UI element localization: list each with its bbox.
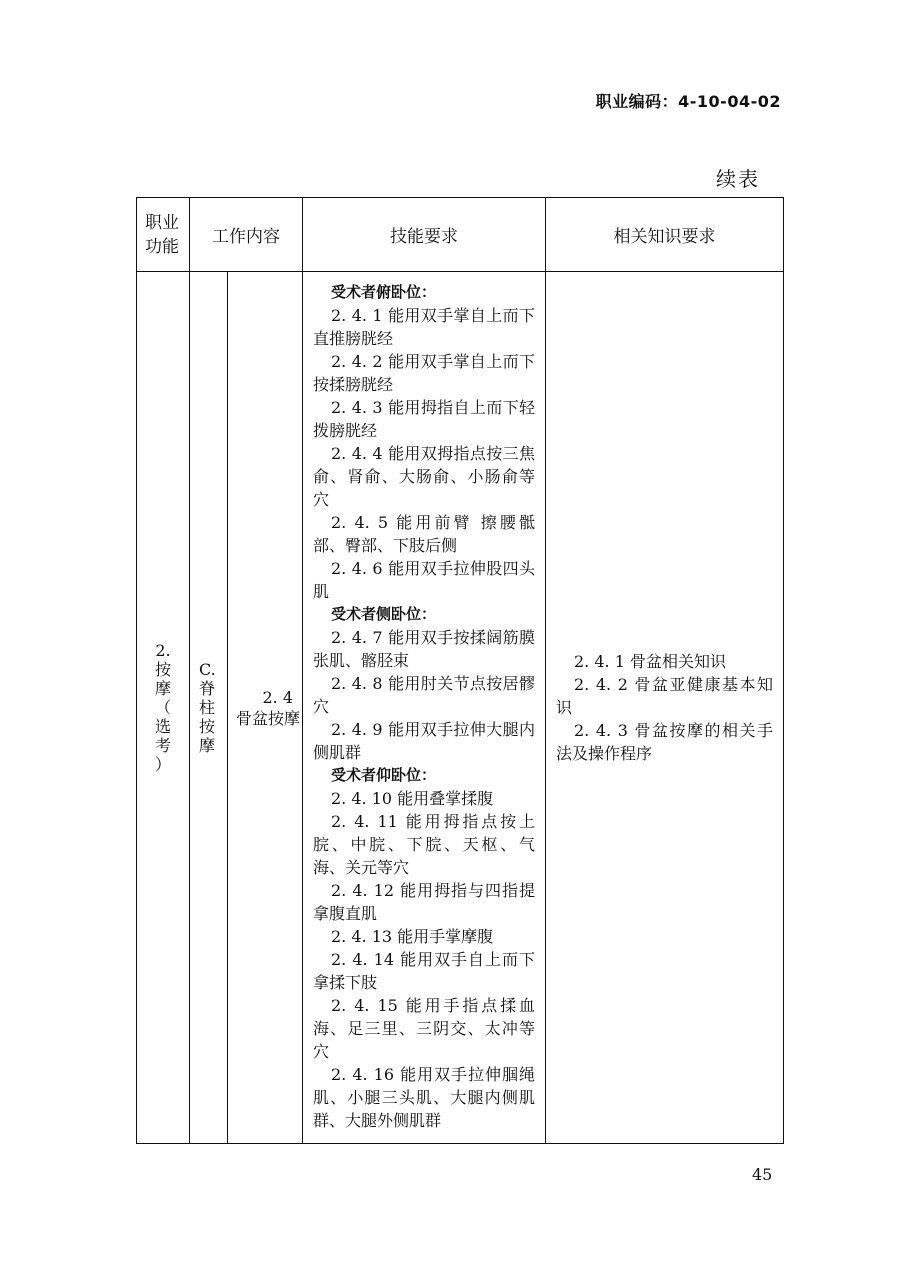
item-cell [228, 272, 303, 1144]
skill-item: 2. 4. 11 能用拇指点按上脘、中脘、下脘、天枢、气海、关元等穴 [313, 812, 535, 877]
skill-group-heading: 受术者俯卧位： [331, 283, 437, 301]
vertical-char: 选 [154, 717, 171, 736]
table-row [137, 272, 784, 1144]
function-cell [137, 272, 190, 1144]
skill-group-heading: 受术者侧卧位： [331, 605, 437, 623]
vertical-char: 脊 [199, 679, 216, 698]
table-header-row [137, 198, 784, 272]
header-function-label: 职业功能 [145, 212, 179, 257]
knowledge-item: 2. 4. 3 骨盆按摩的相关手法及操作程序 [556, 721, 773, 763]
vertical-char: 2. [155, 641, 171, 660]
skill-item: 2. 4. 4 能用双拇指点按三焦俞、肾俞、大肠俞、小肠俞等穴 [313, 444, 535, 509]
knowledge-item: 2. 4. 2 骨盆亚健康基本知识 [556, 675, 773, 717]
header-skill-requirements: 技能要求 [303, 198, 546, 272]
skill-item: 2. 4. 16 能用双手拉伸腘绳肌、小腿三头肌、大腿内侧肌群、大腿外侧肌群 [313, 1065, 535, 1130]
skill-item: 2. 4. 1 能用双手掌自上而下直推膀胱经 [313, 306, 535, 348]
vertical-char: 摩 [154, 679, 171, 698]
skill-group-heading: 受术者仰卧位： [331, 766, 437, 784]
category-cell [190, 272, 228, 1144]
skills-cell [303, 272, 546, 1144]
vertical-char: 考 [154, 736, 171, 755]
knowledge-item: 2. 4. 1 骨盆相关知识 [574, 652, 726, 671]
skill-item: 2. 4. 10 能用叠掌揉腹 [331, 789, 494, 808]
vertical-char: （ [154, 698, 171, 717]
skill-item: 2. 4. 7 能用双手按揉阔筋膜张肌、髂胫束 [313, 628, 535, 670]
vertical-char: 柱 [199, 698, 216, 717]
skill-item: 2. 4. 12 能用拇指与四指提拿腹直肌 [313, 881, 535, 923]
vertical-char: C. [199, 660, 216, 679]
vertical-char: 按 [199, 717, 216, 736]
skills-table [136, 197, 784, 1144]
vertical-char: ） [154, 755, 171, 774]
vertical-char: 按 [154, 660, 171, 679]
item-name: 骨盆按摩 [236, 708, 301, 728]
skill-item: 2. 4. 3 能用拇指自上而下轻拨膀胱经 [313, 398, 535, 440]
occupation-code: 职业编码：4-10-04-02 [595, 92, 781, 111]
header-knowledge-requirements: 相关知识要求 [546, 198, 784, 272]
skill-item: 2. 4. 2 能用双手掌自上而下按揉膀胱经 [313, 352, 535, 394]
knowledge-cell [546, 272, 784, 1144]
skill-item: 2. 4. 8 能用肘关节点按居髎穴 [313, 674, 535, 716]
vertical-char: 摩 [199, 736, 216, 755]
function-vertical-text [154, 641, 172, 774]
skill-item: 2. 4. 6 能用双手拉伸股四头肌 [313, 559, 535, 601]
header-function [137, 198, 190, 272]
item-number: 2. 4 [262, 687, 293, 707]
skill-item: 2. 4. 5 能用前臂 擦腰骶部、臀部、下肢后侧 [313, 513, 535, 555]
skill-item: 2. 4. 14 能用双手自上而下拿揉下肢 [313, 950, 535, 992]
category-vertical-text [199, 660, 217, 755]
skill-item: 2. 4. 13 能用手掌摩腹 [331, 927, 494, 946]
page-number: 45 [752, 1165, 773, 1184]
skill-item: 2. 4. 9 能用双手拉伸大腿内侧肌群 [313, 720, 535, 762]
continued-table-label: 续表 [716, 167, 760, 191]
skill-item: 2. 4. 15 能用手指点揉血海、足三里、三阴交、太冲等穴 [313, 996, 535, 1061]
header-work-content: 工作内容 [190, 198, 303, 272]
